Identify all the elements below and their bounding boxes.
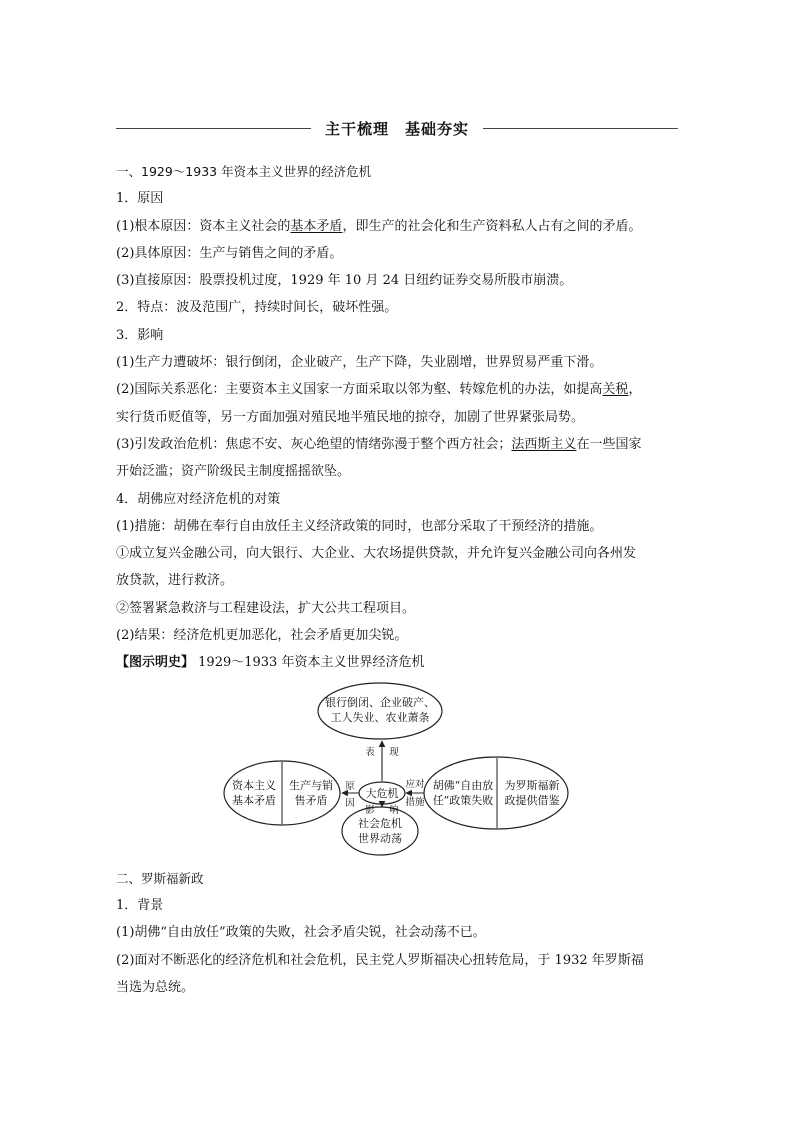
section-heading: 二、罗斯福新政 [116, 870, 204, 886]
label-cuoshi: 措施 [405, 796, 425, 808]
bottom-text-line2: 世界动荡 [358, 831, 402, 845]
label-ying: 影 [365, 804, 375, 816]
diagram-svg [116, 681, 678, 859]
figure-caption [116, 649, 678, 676]
left-a-line2: 基本矛盾 [232, 793, 276, 807]
paragraph [116, 376, 678, 403]
text-run: (3)引发政治危机：焦虑不安、灰心绝望的情绪弥漫于整个西方社会； [116, 436, 512, 452]
paragraph [116, 431, 678, 458]
document-body [116, 158, 678, 1001]
paragraph [116, 213, 678, 240]
right-b-line2: 政提供借鉴 [504, 793, 560, 807]
concept-diagram [116, 681, 678, 859]
header-rule-right [483, 128, 678, 129]
figure-caption-text: 1929～1933 年资本主义世界经济危机 [198, 655, 425, 671]
figure-tag: 【图示明史】 [116, 655, 195, 671]
paragraph-continuation: 开始泛滥；资产阶级民主制度摇摇欲坠。 [116, 464, 351, 480]
header-rule-left [116, 128, 311, 129]
paragraph-continuation: 实行货币贬值等，另一方面加强对殖民地半殖民地的掠夺，加剧了世界紧张局势。 [116, 409, 585, 425]
label-biao: 表 [365, 746, 375, 758]
paragraph: (2)面对不断恶化的经济危机和社会危机，民主党人罗斯福决心扭转危局，于 1932 年罗斯福 [116, 952, 644, 968]
label-xian: 现 [389, 746, 399, 758]
right-b-line1: 为罗斯福新 [504, 778, 560, 792]
underlined-term: 基本矛盾 [290, 218, 343, 234]
underlined-term: 法西斯主义 [511, 436, 577, 452]
paragraph-continuation: 当选为总统。 [116, 979, 195, 995]
header-title: 主干梳理 基础夯实 [325, 119, 470, 138]
subsection-title: 2．特点：波及范围广，持续时间长，破坏性强。 [116, 300, 398, 316]
underlined-term: 关税 [602, 382, 629, 398]
top-text-line2: 工人失业、农业萧条 [330, 710, 430, 724]
label-xiang: 响 [389, 804, 399, 816]
center-text: 大危机 [365, 786, 399, 800]
right-a-line2: 任”政策失败 [432, 793, 494, 807]
paragraph: ①成立复兴金融公司，向大银行、大企业、大农场提供贷款，并允许复兴金融公司向各州发 [116, 546, 637, 562]
text-run: ， [628, 382, 642, 398]
text-run: 在一些国家 [576, 436, 642, 452]
subsection-title: 4．胡佛应对经济危机的对策 [116, 491, 281, 507]
paragraph: (1)胡佛“自由放任”政策的失败，社会矛盾尖锐，社会动荡不已。 [116, 925, 486, 941]
left-b-line1: 生产与销 [289, 778, 333, 792]
text-run: ，即生产的社会化和生产资料私人占有之间的矛盾。 [342, 218, 642, 234]
left-a-line1: 资本主义 [232, 778, 276, 792]
paragraph: ②签署紧急救济与工程建设法，扩大公共工程项目。 [116, 600, 416, 616]
right-ellipse [424, 757, 568, 829]
left-b-line2: 售矛盾 [294, 793, 328, 807]
section-heading: 一、1929～1933 年资本主义世界的经济危机 [116, 164, 372, 179]
text-run: (2)国际关系恶化：主要资本主义国家一方面采取以邻为壑、转嫁危机的办法，如提高 [116, 382, 603, 398]
subsection-title: 1．背景 [116, 897, 164, 913]
paragraph: (1)措施：胡佛在奉行自由放任主义经济政策的同时，也部分采取了干预经济的措施。 [116, 518, 603, 534]
label-yingdui: 应对 [405, 778, 425, 790]
paragraph: (3)直接原因：股票投机过度，1929 年 10 月 24 日纽约证券交易所股市崩溃。 [116, 273, 573, 289]
paragraph: (2)具体原因：生产与销售之间的矛盾。 [116, 245, 343, 261]
paragraph: (1)生产力遭破坏：银行倒闭，企业破产，生产下降，失业剧增，世界贸易严重下滑。 [116, 355, 603, 371]
label-yuan: 原 [345, 780, 355, 792]
bottom-ellipse [342, 807, 418, 855]
subsection-title: 3．影响 [116, 327, 164, 343]
top-text-line1: 银行倒闭、企业破产、 [325, 695, 435, 709]
subsection-title: 1．原因 [116, 191, 164, 207]
bottom-text-line1: 社会危机 [358, 816, 402, 830]
label-yin: 因 [345, 797, 355, 809]
paragraph: (2)结果：经济危机更加恶化，社会矛盾更加尖锐。 [116, 628, 408, 644]
paragraph-continuation: 放贷款，进行救济。 [116, 573, 234, 589]
section-header [116, 116, 678, 140]
text-run: (1)根本原因：资本主义社会的 [116, 218, 291, 234]
right-a-line1: 胡佛“自由放 [432, 778, 494, 792]
